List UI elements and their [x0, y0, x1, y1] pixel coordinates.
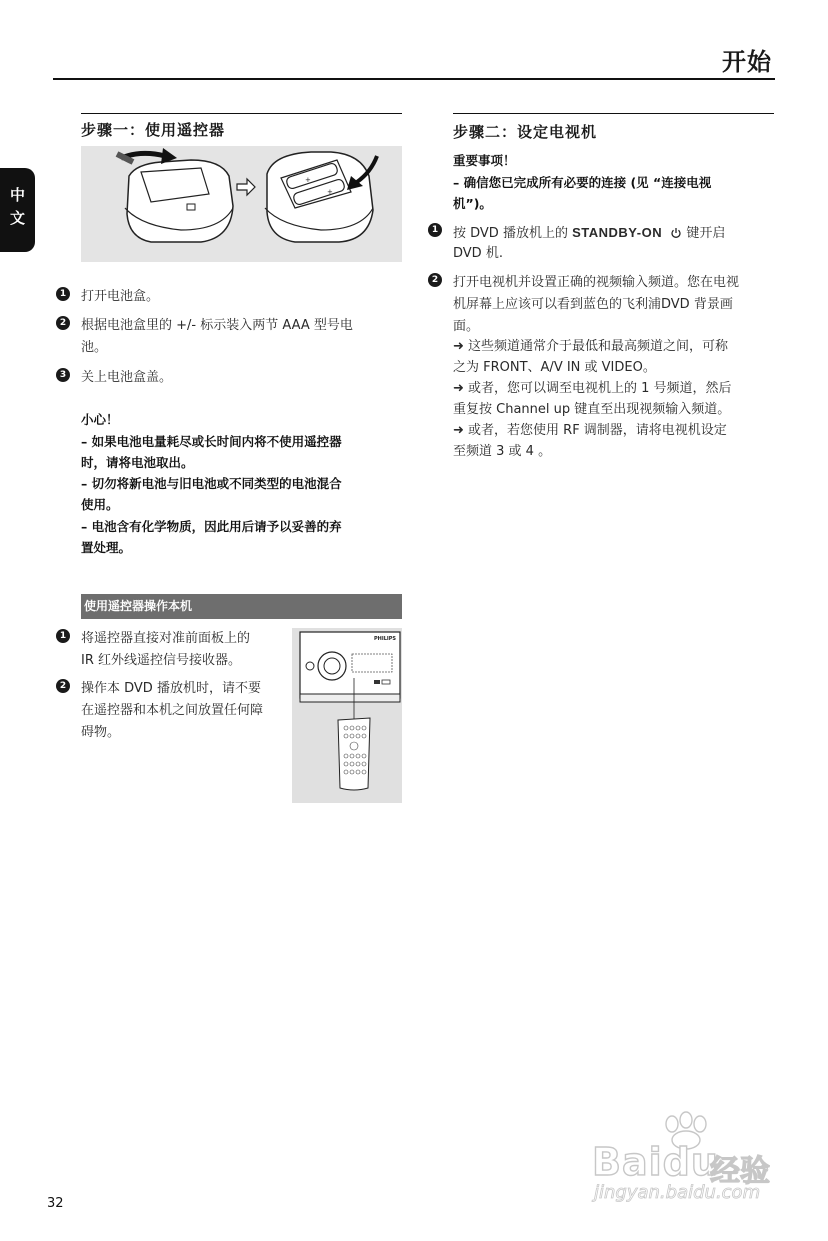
remote-item2-line2: 在遥控器和本机之间放置任何障: [81, 703, 264, 718]
player-brand-label: PHILIPS: [374, 636, 397, 642]
step2-item2-line7: 重复按 Channel up 键直至出现视频输入频道。: [453, 402, 731, 417]
step2-item1-line2: DVD 机.: [453, 246, 503, 261]
remote-batteries: [265, 152, 373, 242]
remote-item2-line3: 碍物。: [81, 725, 121, 740]
remote-item1-number: 1: [56, 629, 70, 643]
transition-arrow: [237, 179, 255, 195]
language-tab-label: 中文: [8, 187, 26, 233]
dvd-player-front: [300, 632, 400, 702]
step1-item2-line2: 池。: [81, 340, 108, 355]
power-icon: [670, 225, 682, 247]
language-tab[interactable]: [0, 168, 35, 252]
step1-item2-line1: 根据电池盒里的 +/- 标示装入两节 AAA 型号电: [81, 318, 353, 333]
step2-item2-line8: ➜ 或者，若您使用 RF 调制器，请将电视机设定: [453, 423, 727, 438]
watermark-brand: [592, 1140, 719, 1184]
step2-item1-number: 1: [428, 223, 442, 237]
step1-rule: [81, 113, 402, 114]
important-line1: – 确信您已完成所有必要的连接 (见 “连接电视: [453, 175, 712, 190]
watermark-jingyan: 经验: [710, 1154, 770, 1189]
caution-line2: 时，请将电池取出。: [81, 455, 194, 470]
header-rule: [53, 78, 775, 80]
step2-item2-line6: ➜ 或者，您可以调至电视机上的 1 号频道，然后: [453, 381, 732, 396]
battery-illustration-svg: [81, 146, 402, 262]
remote-section-title: 使用遥控器操作本机: [81, 594, 402, 619]
remote-item2-number: 2: [56, 679, 70, 693]
remote-item1-line2: IR 红外线遥控信号接收器。: [81, 653, 241, 668]
step2-item2-line3: 面。: [453, 319, 480, 334]
step1-item3-number: 3: [56, 368, 70, 382]
step2-item2-number: 2: [428, 273, 442, 287]
step2-item2-line2: 机屏幕上应该可以看到蓝色的飞利浦DVD 背景画: [453, 297, 733, 312]
step2-item1-pre: 按 DVD 播放机上的: [453, 226, 573, 241]
page-number: 32: [47, 1196, 64, 1211]
step1-item1-number: 1: [56, 287, 70, 301]
step2-item2-line9: 至频道 3 或 4 。: [453, 444, 552, 459]
page-title: 开始: [722, 48, 772, 76]
step2-rule: [453, 113, 774, 114]
remote-item1-line1: 将遥控器直接对准前面板上的: [81, 631, 251, 646]
caution-line4: 使用。: [81, 497, 119, 512]
baidu-watermark: [580, 1110, 780, 1210]
caution-heading: 小心！: [81, 412, 119, 427]
caution-line5: – 电池含有化学物质，因此用后请予以妥善的弃: [81, 519, 342, 534]
important-line2: 机”)。: [453, 196, 492, 211]
step1-item1-text: 打开电池盒。: [81, 289, 160, 304]
remote-control-drawing: [338, 718, 370, 790]
important-heading: 重要事项！: [453, 153, 516, 168]
step2-title: 步骤二：设定电视机: [453, 123, 598, 141]
step2-item2-line5: 之为 FRONT、A/V IN 或 VIDEO。: [453, 360, 656, 375]
step1-item2-number: 2: [56, 316, 70, 330]
battery-illustration: [81, 146, 402, 262]
watermark-brand-du: du: [662, 1140, 719, 1184]
watermark-url: jingyan.baidu.com: [594, 1182, 761, 1203]
step2-item1-post: 键开启: [682, 226, 726, 241]
watermark-brand-bai: Bai: [592, 1140, 663, 1184]
player-remote-illustration: [292, 628, 402, 803]
svg-text:+: +: [305, 176, 311, 184]
svg-text:+: +: [327, 188, 333, 196]
remote-item2-line1: 操作本 DVD 播放机时，请不要: [81, 681, 261, 696]
step1-title: 步骤一：使用遥控器: [81, 121, 226, 139]
step2-item2-line1: 打开电视机并设置正确的视频输入频道。您在电视: [453, 275, 740, 290]
caution-line3: – 切勿将新电池与旧电池或不同类型的电池混合: [81, 476, 342, 491]
caution-line1: – 如果电池电量耗尽或长时间内将不使用遥控器: [81, 434, 342, 449]
remote-cover-open: [125, 160, 233, 242]
caution-line6: 置处理。: [81, 540, 132, 555]
step1-item3-text: 关上电池盒盖。: [81, 370, 173, 385]
standby-on-key: STANDBY-ON: [572, 225, 663, 240]
player-remote-svg: [292, 628, 402, 803]
step2-item2-line4: ➜ 这些频道通常介于最低和最高频道之间，可称: [453, 339, 729, 354]
